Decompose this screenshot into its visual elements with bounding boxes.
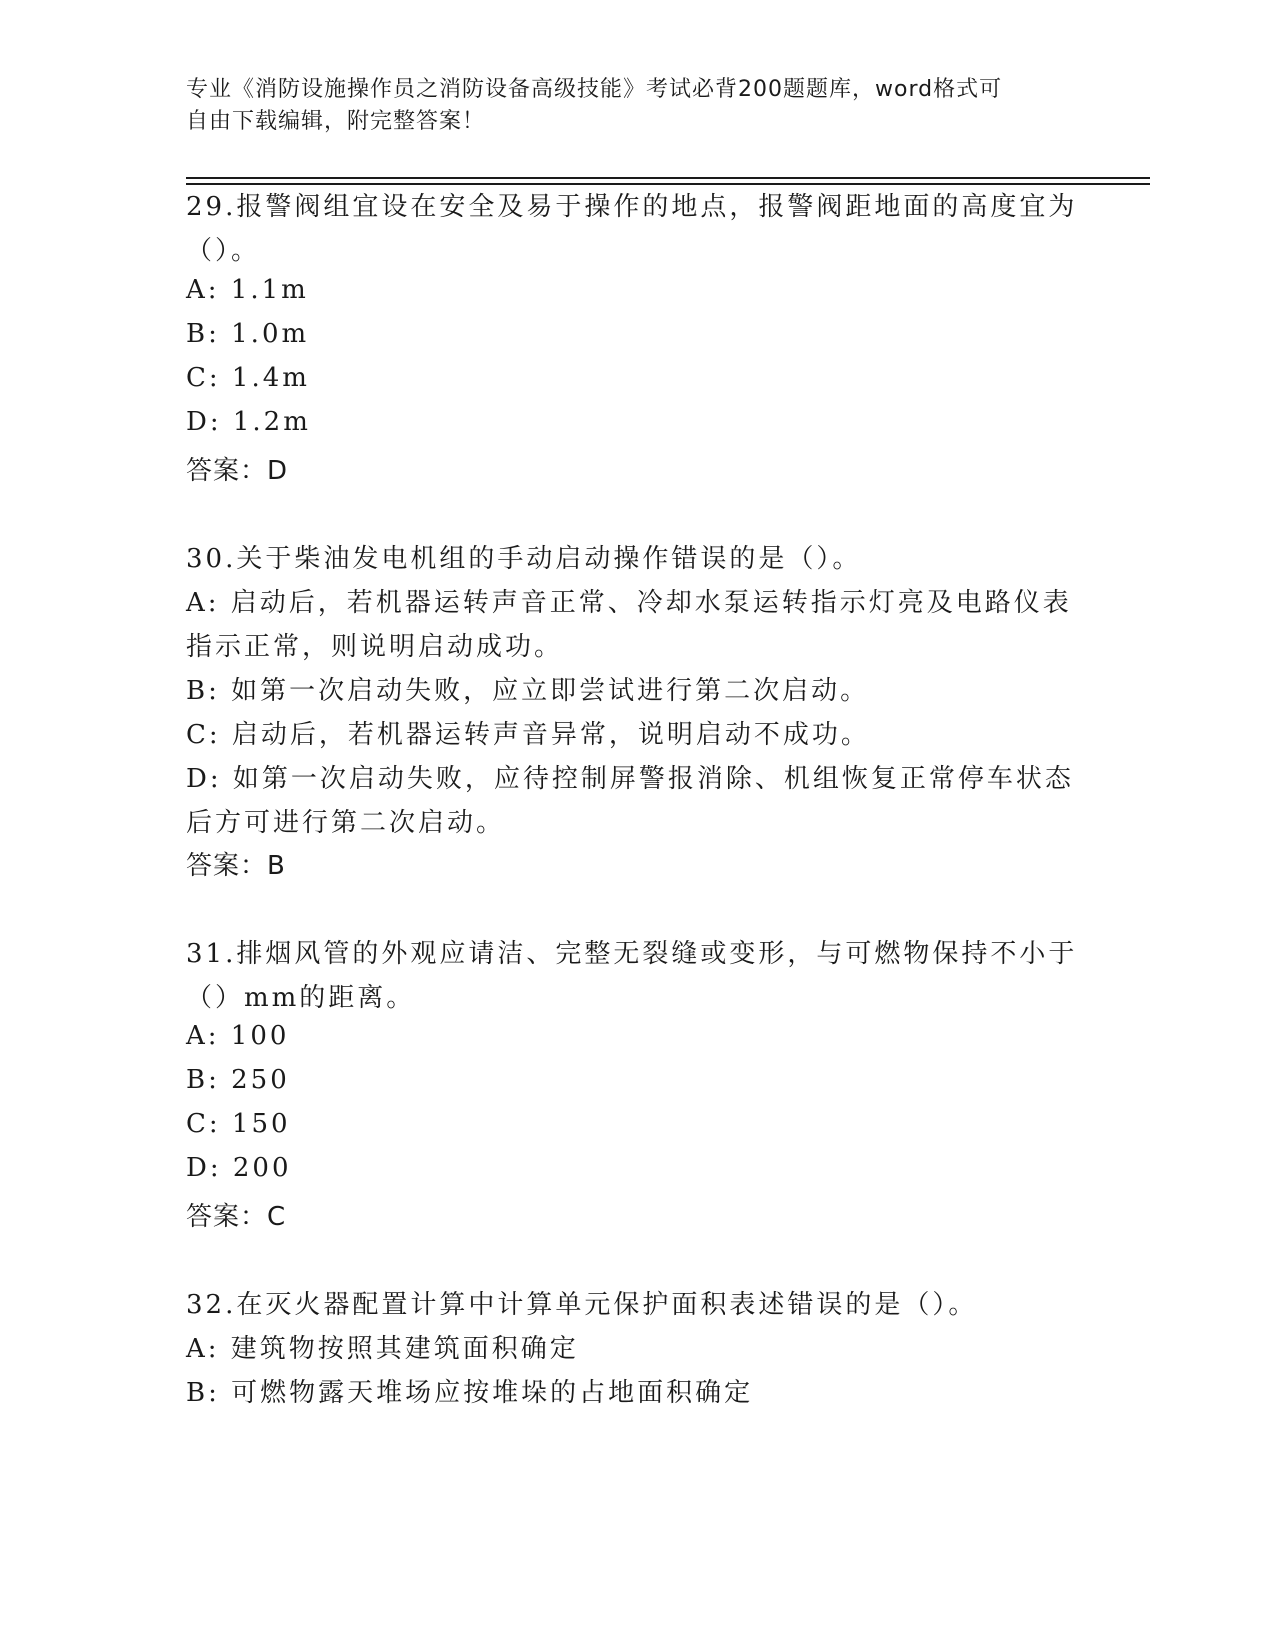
option-d: D: 如第一次启动失败，应待控制屏警报消除、机组恢复正常停车状态: [186, 764, 1074, 794]
option-a: A: 建筑物按照其建筑面积确定: [186, 1334, 579, 1364]
option-c: C: 1.4m: [186, 363, 310, 393]
answer: 答案：B: [186, 851, 286, 881]
option-a: A: 100: [186, 1021, 290, 1051]
answer: 答案：D: [186, 456, 289, 486]
question-stem: 29.报警阀组宜设在安全及易于操作的地点，报警阀距地面的高度宜为: [186, 192, 1078, 222]
question-stem: 31.排烟风管的外观应请洁、完整无裂缝或变形，与可燃物保持不小于: [186, 939, 1078, 969]
option-d: D: 1.2m: [186, 407, 311, 437]
document-header: [186, 74, 1066, 138]
header-divider-bottom: [186, 183, 1150, 185]
header-divider-top: [186, 177, 1150, 179]
option-b: B: 如第一次启动失败，应立即尝试进行第二次启动。: [186, 676, 870, 706]
option-a-continued: 指示正常，则说明启动成功。: [186, 632, 564, 662]
option-d-continued: 后方可进行第二次启动。: [186, 808, 506, 838]
question-stem: 32.在灭火器配置计算中计算单元保护面积表述错误的是（）。: [186, 1290, 978, 1320]
question-stem-continued: （）mm的距离。: [186, 983, 416, 1013]
answer: 答案：C: [186, 1202, 287, 1232]
option-c: C: 启动后，若机器运转声音异常，说明启动不成功。: [186, 720, 870, 750]
option-c: C: 150: [186, 1109, 291, 1139]
option-a: A: 启动后，若机器运转声音正常、冷却水泵运转指示灯亮及电路仪表: [186, 588, 1072, 618]
header-line-1: 专业《消防设施操作员之消防设备高级技能》考试必背200题题库，word格式可: [186, 77, 1003, 102]
option-b: B: 1.0m: [186, 319, 310, 349]
option-b: B: 可燃物露天堆场应按堆垛的占地面积确定: [186, 1378, 754, 1408]
option-a: A: 1.1m: [186, 275, 309, 305]
question-stem: 30.关于柴油发电机组的手动启动操作错误的是（）。: [186, 544, 862, 574]
option-b: B: 250: [186, 1065, 290, 1095]
header-line-2: 自由下载编辑，附完整答案！: [186, 109, 486, 134]
option-d: D: 200: [186, 1153, 292, 1183]
question-stem-continued: （）。: [186, 236, 261, 266]
